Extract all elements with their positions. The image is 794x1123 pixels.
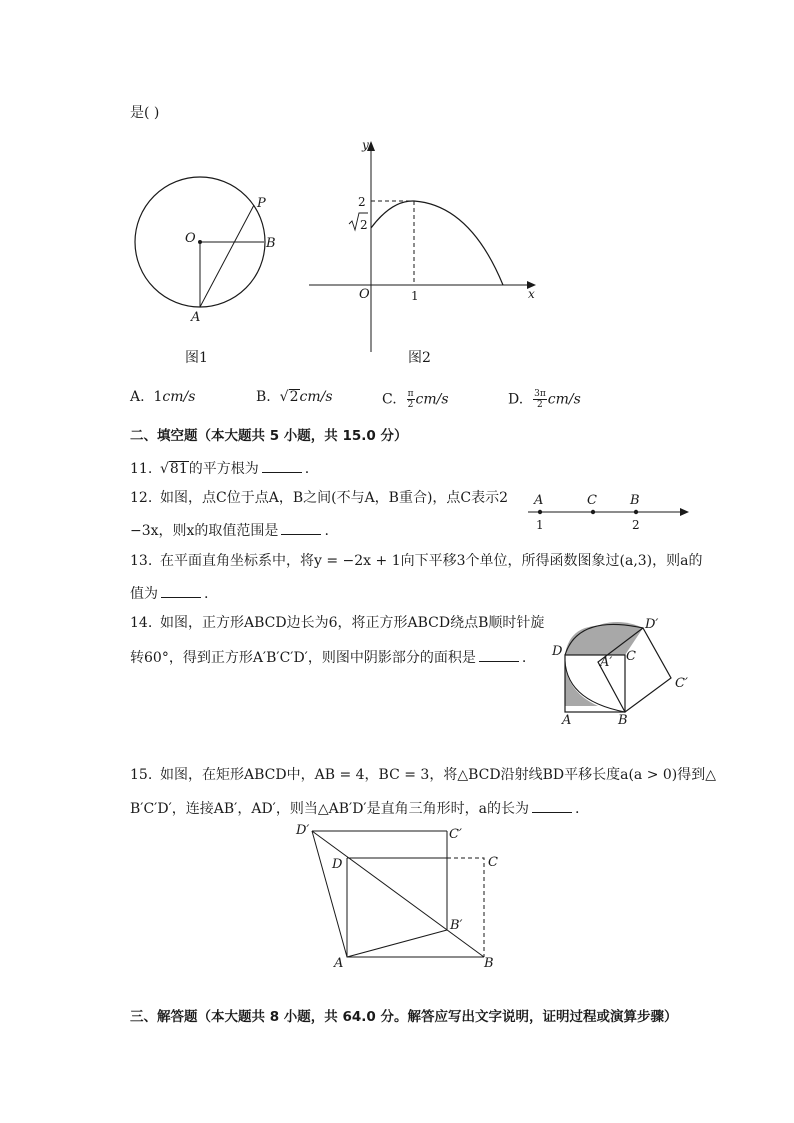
question-12-line-2: −3x，则x的取值范围是 .: [130, 520, 329, 540]
q14-label-dprime: D′: [645, 617, 659, 632]
q15-label-dprime: D′: [296, 823, 310, 838]
question-11: 11. √81的平方根为 .: [130, 458, 309, 478]
fig2-label-o: O: [359, 287, 370, 302]
q12-tick-1: 1: [536, 518, 544, 532]
question-13-line-1: 13. 在平面直角坐标系中，将y = −2x + 1向下平移3个单位，所得函数图象过(a,3)，则a的: [130, 553, 703, 569]
option-b: B. √2cm/s: [256, 389, 333, 405]
q14-label-d: D: [552, 644, 563, 659]
fig2-label-y: y: [362, 138, 369, 152]
q12-label-b: B: [630, 493, 640, 508]
q15-label-cprime: C′: [449, 827, 462, 842]
q14-label-c: C: [626, 649, 636, 664]
option-a: A. 1cm/s: [130, 389, 196, 405]
question-13-line-2: 值为 .: [130, 583, 208, 603]
fig2-label-xtick: 1: [411, 289, 419, 303]
q15-label-b: B: [484, 956, 494, 971]
question-12-line-1: 12. 如图，点C位于点A，B之间(不与A，B重合)，点C表示2: [130, 490, 509, 506]
question-15-line-2: B′C′D′，连接AB′，AD′，则当△AB′D′是直角三角形时，a的长为 .: [130, 798, 579, 818]
q14-label-aprime: A′: [600, 655, 613, 670]
q14-label-b: B: [618, 713, 628, 728]
question-15-line-1: 15. 如图，在矩形ABCD中，AB = 4，BC = 3，将△BCD沿射线BD平移长度a(a > 0)得到△: [130, 767, 717, 783]
question-14-line-1: 14. 如图，正方形ABCD边长为6，将正方形ABCD绕点B顺时针旋: [130, 615, 545, 631]
q14-label-cprime: C′: [675, 676, 688, 691]
option-d: D. $\frac{3\pi}{2}$ cm/s: [508, 389, 581, 410]
fig1-label-b: B: [266, 236, 276, 251]
question-tail: 是( ): [130, 105, 160, 121]
fig1-label-o: O: [185, 231, 196, 246]
q15-label-a: A: [334, 956, 344, 971]
question-14-line-2: 转60°，得到正方形A′B′C′D′，则图中阴影部分的面积是 .: [130, 647, 526, 667]
fig2-label-x: x: [528, 287, 535, 301]
q12-label-c: C: [587, 493, 597, 508]
q14-label-a: A: [562, 713, 572, 728]
option-c: C. $\frac{\pi}{2}$ cm/s: [382, 389, 449, 410]
q15-label-c: C: [488, 855, 498, 870]
fig1-caption: 图1: [185, 350, 208, 366]
section-2-title: 二、填空题（本大题共 5 小题，共 15.0 分）: [130, 428, 408, 444]
q12-tick-2: 2: [632, 518, 640, 532]
q12-label-a: A: [534, 493, 544, 508]
fig2-label-ymax: 2: [358, 195, 366, 209]
fig2-label-ystart: 2: [360, 218, 368, 232]
fig2-caption: 图2: [408, 350, 431, 366]
q15-label-bprime: B′: [450, 918, 463, 933]
fig1-label-a: A: [191, 310, 201, 325]
q15-label-d: D: [332, 857, 343, 872]
section-3-title: 三、解答题（本大题共 8 小题，共 64.0 分。解答应写出文字说明，证明过程或演算步骤）: [130, 1009, 678, 1025]
fig1-label-p: P: [257, 196, 266, 211]
